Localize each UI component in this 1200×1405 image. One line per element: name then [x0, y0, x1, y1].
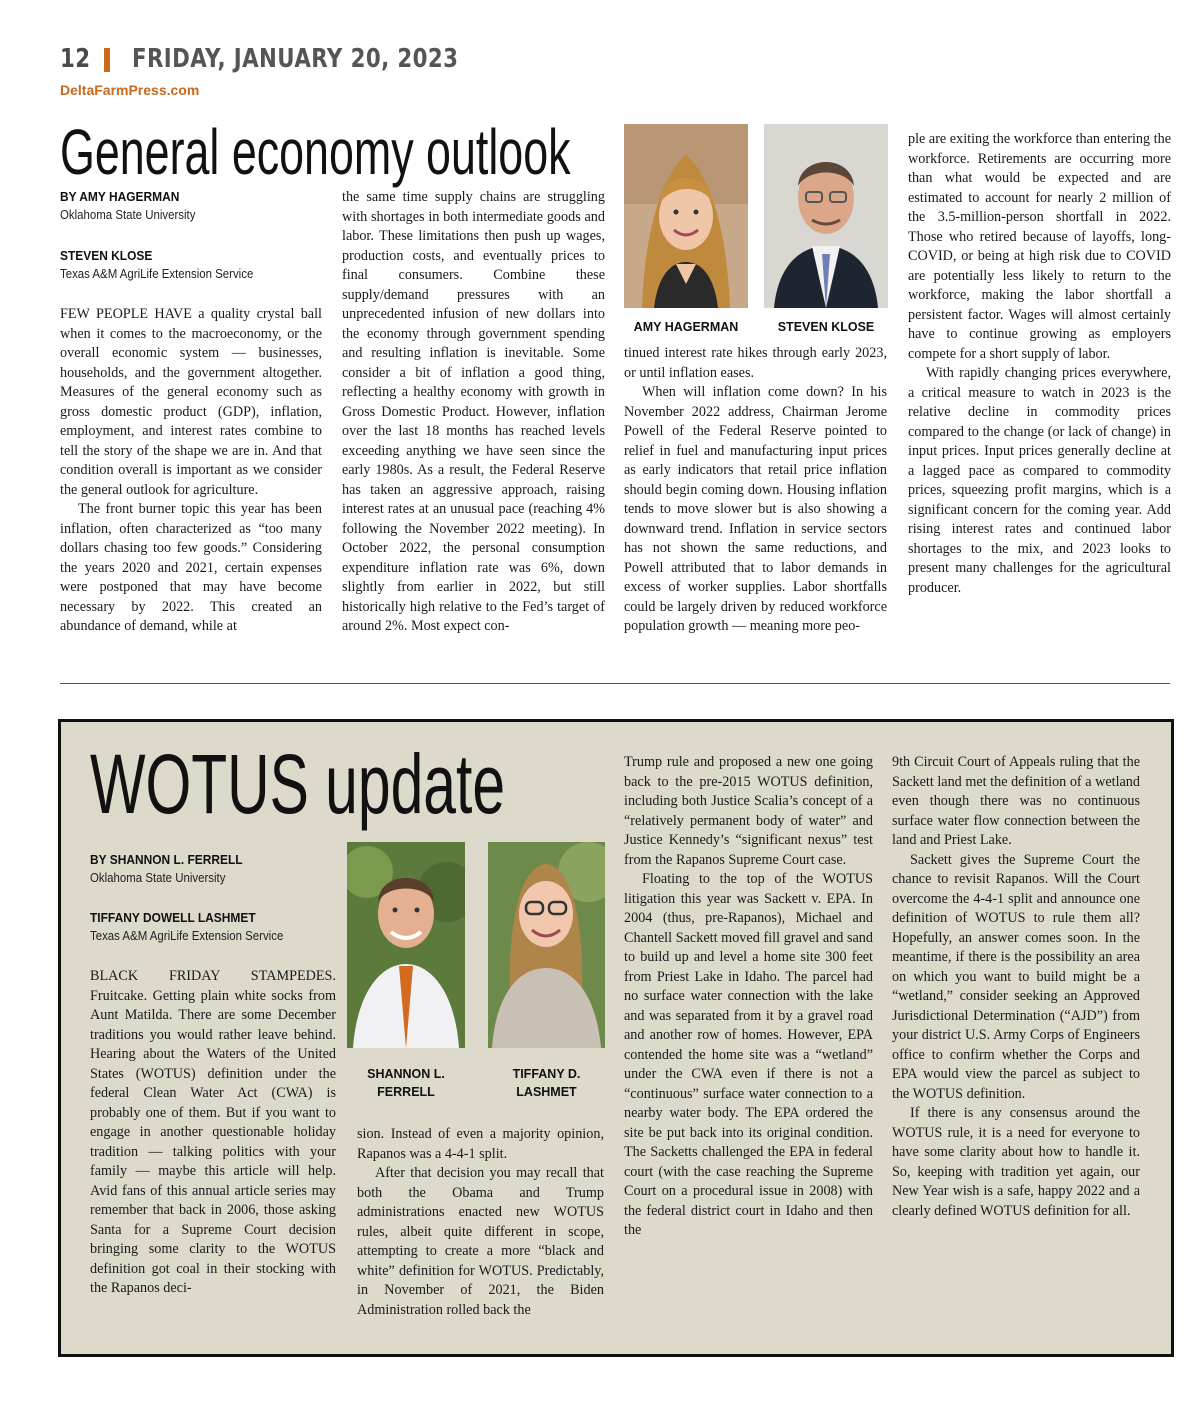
tiffany-lashmet-photo	[488, 842, 605, 1048]
article1-column-4	[908, 130, 1171, 598]
paragraph: 9th Circuit Court of Appeals ruling that the Sackett land met the definition of a wetland even though there was no continuous surface water flow connection between the land and Priest Lake.	[892, 754, 1140, 848]
paragraph: With rapidly changing prices everywhere, a critical measure to watch in 2023 is the relative decline in commodity prices compared to the change (or lack of change) in input prices. Input prices generally decline at a lagged pace as compared to commodity prices, squeezing profit margins, which is a significant concern for the coming year. Add rising interest rates and continued labor shortages to the mix, and 2023 looks to present many challenges for the agricultural producer.	[908, 365, 1171, 596]
paragraph: When will inflation come down? In his November 2022 address, Chairman Jerome Powell of the Federal Reserve pointed to relief in fuel and manufacturing input prices as early indicators that retail price inflation should begin coming down. Housing inflation tends to move slower but is also showing a downward trend. Inflation in service sectors has not shown the same reductions, and Powell attributed that to labor demands in excess of worker supplies. Labor shortfalls could be largely driven by reduced workforce population growth — meaning more peo-	[624, 384, 887, 634]
site-link[interactable]: DeltaFarmPress.com	[60, 82, 200, 98]
paragraph: BLACK FRIDAY STAMPEDES. Fruitcake. Getting plain white socks from Aunt Matilda. There are some December traditions you would rather leave behind. Hearing about the Waters of the United States (WOTUS) definition under the federal Clean Water Act (CWA) is probably one of them. But if you want to engage in another questionable holiday tradition — talking politics with your family — maybe this article will help. Avid fans of this annual article series may remember that back in 2006, those asking Santa for a Supreme Court decision bringing some clarity to the WOTUS definition got coal in their stocking with the Rapanos deci-	[90, 968, 336, 1296]
article1-column-1	[60, 305, 322, 637]
issue-date: FRIDAY, JANUARY 20, 2023	[132, 44, 459, 74]
photo-caption	[488, 1065, 605, 1101]
article2-column-4	[892, 753, 1140, 1221]
article1-byline-2: STEVEN KLOSE	[60, 248, 153, 263]
article1-headline: General economy outlook	[60, 116, 571, 188]
paragraph: After that decision you may recall that both the Obama and Trump administrations enacted new WOTUS rules, albeit quite different in scope, attempting to create a more “black and white” definition for WOTUS. Predictably, in November of 2021, the Biden Administration rolled back the	[357, 1165, 604, 1318]
photo-caption: STEVEN KLOSE	[777, 320, 875, 334]
portrait-illustration	[488, 842, 605, 1048]
caption-text: SHANNON L. FERRELL	[367, 1067, 445, 1099]
portrait-illustration	[624, 124, 748, 308]
article1-column-3	[624, 344, 887, 637]
paragraph: tinued interest rate hikes through early 2023, or until inflation eases.	[624, 345, 887, 381]
section-divider	[60, 683, 1170, 684]
paragraph: FEW PEOPLE HAVE a quality crystal ball when it comes to the macroeconomy, or the overall economic system — businesses, households, and the government altogether. Measures of the general economy such as gross domestic product (GDP), inflation, employment, and interest rates combine to tell the story of the shape we are in. And that condition overall is important as we consider the general outlook for agriculture.	[60, 306, 322, 498]
paragraph: sion. Instead of even a majority opinion, Rapanos was a 4-4-1 split.	[357, 1126, 604, 1162]
photo-caption: AMY HAGERMAN	[633, 320, 739, 334]
article2-affiliation-2: Texas A&M AgriLife Extension Service	[90, 928, 284, 943]
steven-klose-photo	[764, 124, 888, 308]
shannon-ferrell-photo	[347, 842, 465, 1048]
portrait-illustration	[764, 124, 888, 308]
caption-text: TIFFANY D. LASHMET	[512, 1067, 581, 1099]
article2-column-3	[624, 753, 873, 1241]
article1-column-2	[342, 188, 605, 637]
page-number: 12	[60, 44, 91, 74]
article2-affiliation-1: Oklahoma State University	[90, 870, 226, 885]
paragraph: ple are exiting the workforce than entering the workforce. Retirements are occurring more than what would be expected and are estimated to account for nearly 2 million of the 3.5-million-person shortfall in 2022. Those who retired because of layoffs, long-COVID, or being at high risk due to COVID are potentially less likely to return to the workforce, making the labor shortfall a persistent factor. Wages will almost certainly have to continue growing as employers compete for a short supply of labor.	[908, 131, 1171, 362]
article2-column-1	[90, 967, 336, 1299]
paragraph: Floating to the top of the WOTUS litigation this year was Sackett v. EPA. In 2004 (thus, pre-Rapanos), Michael and Chantell Sackett moved fill gravel and sand to build up and level a home site 300 feet from Priest Lake in Idaho. The parcel had no surface water connection with the lake and was separated from it by a gravel road and another row of homes. However, EPA contended the home site was a “wetland” under the CWA even if there is not a “continuous” surface water connection to a nearby water body. The EPA ordered the site be put back into its original condition. The Sacketts challenged the EPA in federal court (with the case reaching the Supreme Court on a procedural issue in 2008) with the federal district court in Idaho and then the	[624, 871, 873, 1238]
article2-headline: WOTUS update	[90, 737, 506, 831]
portrait-illustration	[347, 842, 465, 1048]
article1-affiliation-1: Oklahoma State University	[60, 207, 196, 222]
paragraph: Sackett gives the Supreme Court the chance to revisit Rapanos. Will the Court overcome the 4-4-1 split and announce one definition of WOTUS to rule them all? Hopefully, an answer comes soon. In the meantime, if there is the possibility an area on which you want to build might be a “wetland,” consider seeking an Approved Jurisdictional Determination (“AJD”) from your district U.S. Army Corps of Engineers office to confirm whether the Corps and EPA would view the parcel as subject to the WOTUS definition.	[892, 851, 1140, 1102]
article1-byline-1: BY AMY HAGERMAN	[60, 189, 180, 204]
article1-affiliation-2: Texas A&M AgriLife Extension Service	[60, 266, 254, 281]
paragraph: the same time supply chains are struggling with shortages in both intermediate goods and labor. These limitations then push up wages, production costs, and eventually prices to final consumers. Combine these supply/demand pressures with an unprecedented infusion of new dollars into the economy through government spending and resulting inflation is inevitable. Some consider a bit of inflation a good thing, reflecting a healthy economy with growth in Gross Domestic Product. However, inflation over the last 18 months has reached levels exceeding anything we have seen since the early 1980s. As a result, the Federal Reserve has taken an aggressive approach, raising interest rates at an unusual pace (reaching 4% following the November 2022 meeting). In October 2022, the personal consumption expenditure inflation rate was 6%, down slightly from earlier in 2022, but still historically high relative to the Fed’s target of around 2%. Most expect con-	[342, 189, 605, 634]
header-divider	[104, 48, 110, 72]
paragraph: Trump rule and proposed a new one going back to the pre-2015 WOTUS definition, including both Justice Scalia’s concept of a “relatively permanent body of water” and Justice Kennedy’s “significant nexus” test from the Rapanos Supreme Court case.	[624, 754, 873, 868]
article2-byline-1: BY SHANNON L. FERRELL	[90, 852, 243, 867]
amy-hagerman-photo	[624, 124, 748, 308]
article2-column-2	[357, 1125, 604, 1320]
article2-byline-2: TIFFANY DOWELL LASHMET	[90, 910, 256, 925]
paragraph: The front burner topic this year has been inflation, often characterized as “too many dollars chasing too few goods.” Considering the years 2020 and 2021, certain expenses were postponed that may have become necessary by 2022. This created an abundance of demand, while at	[60, 501, 322, 634]
paragraph: If there is any consensus around the WOTUS rule, it is a need for everyone to have some clarity about how to handle it. So, keeping with tradition yet again, our New Year wish is a safe, happy 2022 and a clearly defined WOTUS definition for all.	[892, 1105, 1140, 1219]
photo-caption	[347, 1065, 465, 1101]
